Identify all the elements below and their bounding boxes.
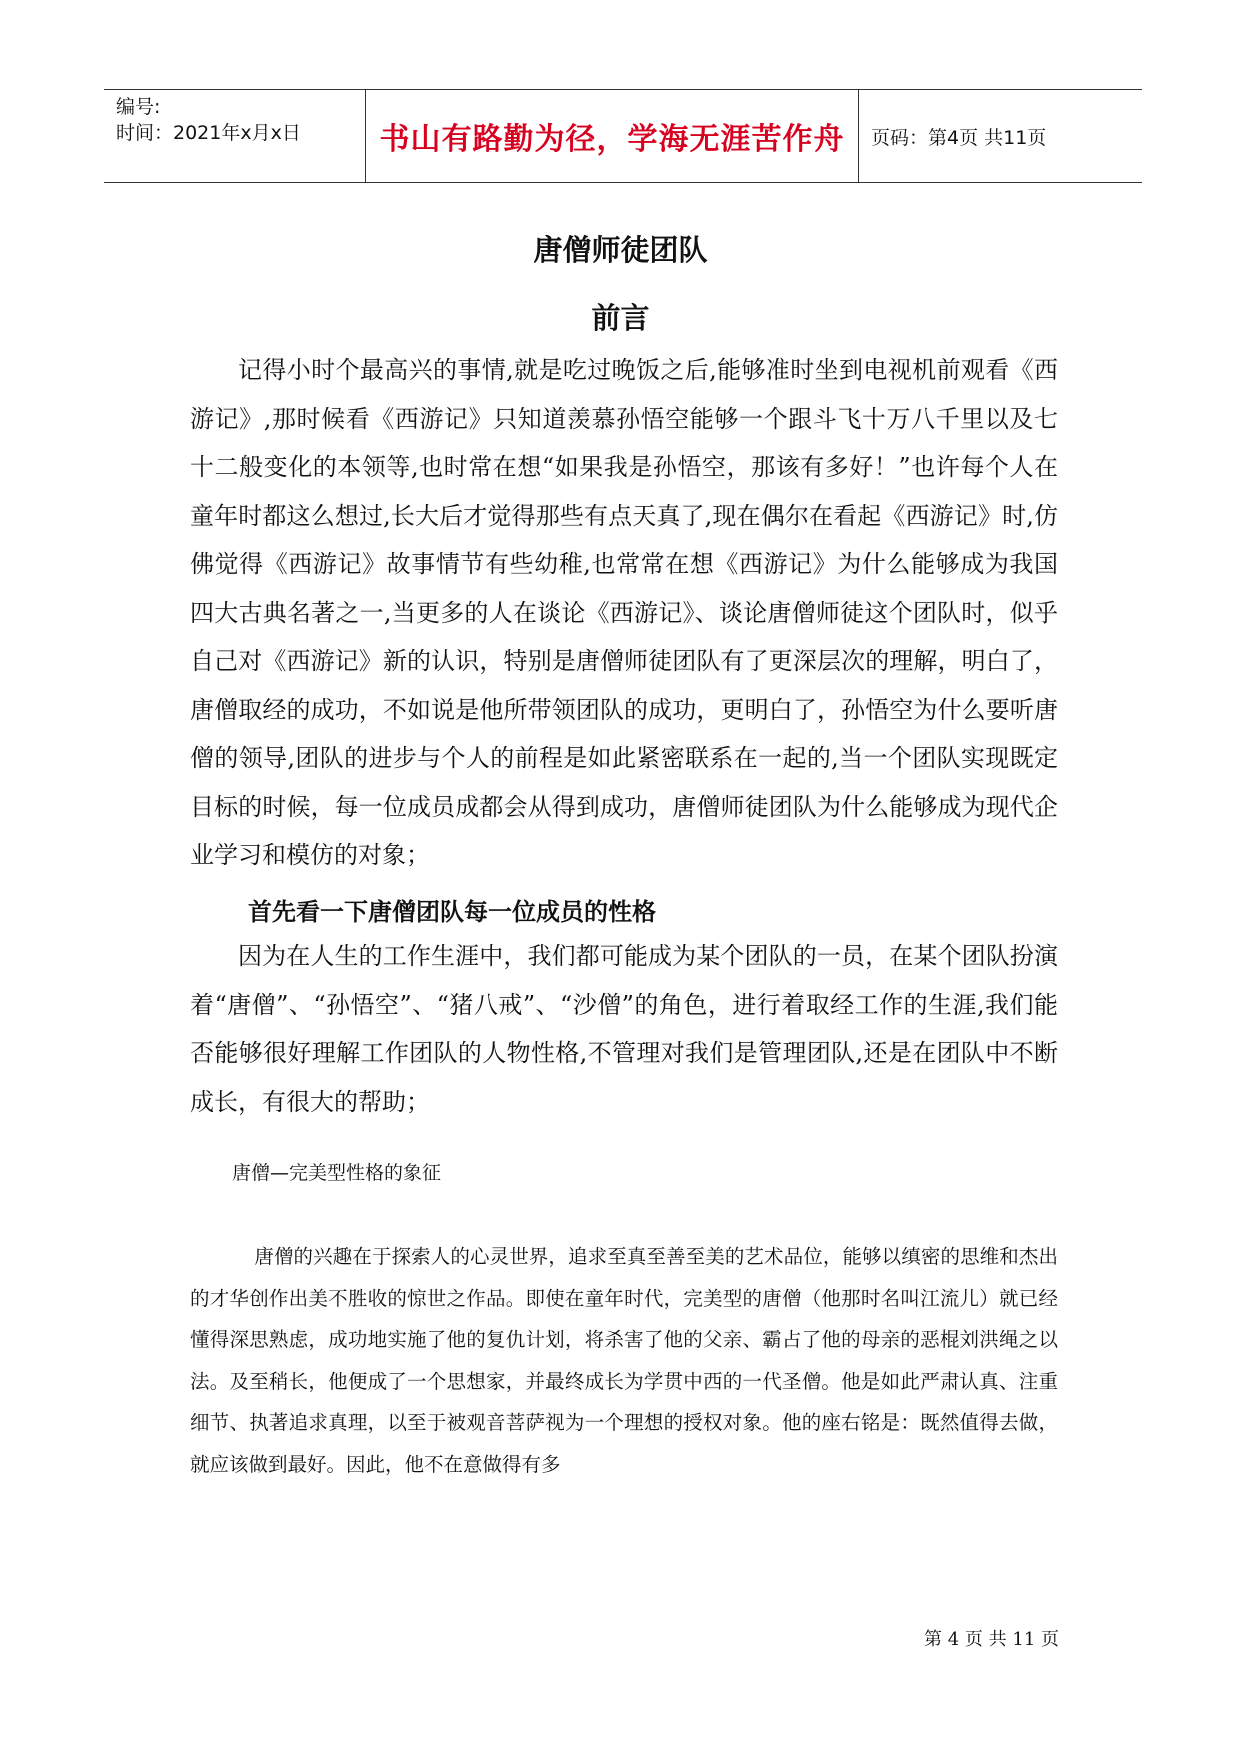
document-subtitle: 前言 — [591, 301, 650, 335]
time-label: 时间：2021年x月x日 — [116, 122, 301, 144]
header-info — [104, 90, 366, 182]
page-header — [104, 89, 1142, 183]
character-body — [190, 1236, 1058, 1485]
section-paragraph: 因为在人生的工作生涯中，我们都可能成为某个团队的一员，在某个团队扮演着“唐僧”、“孙悟空”、“猪八戒”、“沙僧”的角色，进行着取经工作的生涯,我们能否能够很好理解工作团队的人物性格,不管理对我们是管理团队,还是在团队中不断成长，有很大的帮助； — [190, 942, 1058, 1116]
character-heading: 唐僧—完美型性格的象征 — [232, 1162, 442, 1184]
header-page-label: 页码：第4页 共11页 — [871, 126, 1047, 149]
number-label: 编号: — [116, 96, 161, 118]
intro-paragraph: 记得小时个最高兴的事情,就是吃过晚饭之后,能够准时坐到电视机前观看《西游记》,那时候看《西游记》只知道羡慕孙悟空能够一个跟斗飞十万八千里以及七十二般变化的本领等,也时常在想“如果我是孙悟空，那该有多好！”也许每个人在童年时都这么想过,长大后才觉得那些有点天真了,现在偶尔在看起《西游记》时,仿佛觉得《西游记》故事情节有些幼稚,也常常在想《西游记》为什么能够成为我国四大古典名著之一,当更多的人在谈论《西游记》、谈论唐僧师徒这个团队时，似乎自己对《西游记》新的认识，特别是唐僧师徒团队有了更深层次的理解，明白了，唐僧取经的成功，不如说是他所带领团队的成功，更明白了，孙悟空为什么要听唐僧的领导,团队的进步与个人的前程是如此紧密联系在一起的,当一个团队实现既定目标的时候，每一位成员成都会从得到成功，唐僧师徒团队为什么能够成为现代企业学习和模仿的对象； — [190, 356, 1058, 869]
header-motto: 书山有路勤为径，学海无涯苦作舟 — [366, 90, 859, 182]
intro-section — [190, 346, 1058, 880]
character-paragraph: 唐僧的兴趣在于探索人的心灵世界，追求至真至善至美的艺术品位，能够以缜密的思维和杰出的才华创作出美不胜收的惊世之作品。即使在童年时代，完美型的唐僧（他那时名叫江流儿）就已经懂得深思熟虑，成功地实施了他的复仇计划，将杀害了他的父亲、霸占了他的母亲的恶棍刘洪绳之以法。及至稍长，他便成了一个思想家，并最终成长为学贯中西的一代圣僧。他是如此严肃认真、注重细节、执著追求真理，以至于被观音菩萨视为一个理想的授权对象。他的座右铭是：既然值得去做，就应该做到最好。因此，他不在意做得有多 — [190, 1245, 1058, 1476]
section-heading: 首先看一下唐僧团队每一位成员的性格 — [248, 898, 656, 926]
document-title: 唐僧师徒团队 — [533, 233, 708, 267]
section-body — [190, 932, 1058, 1126]
page-footer: 第 4 页 共 11 页 — [924, 1629, 1059, 1650]
